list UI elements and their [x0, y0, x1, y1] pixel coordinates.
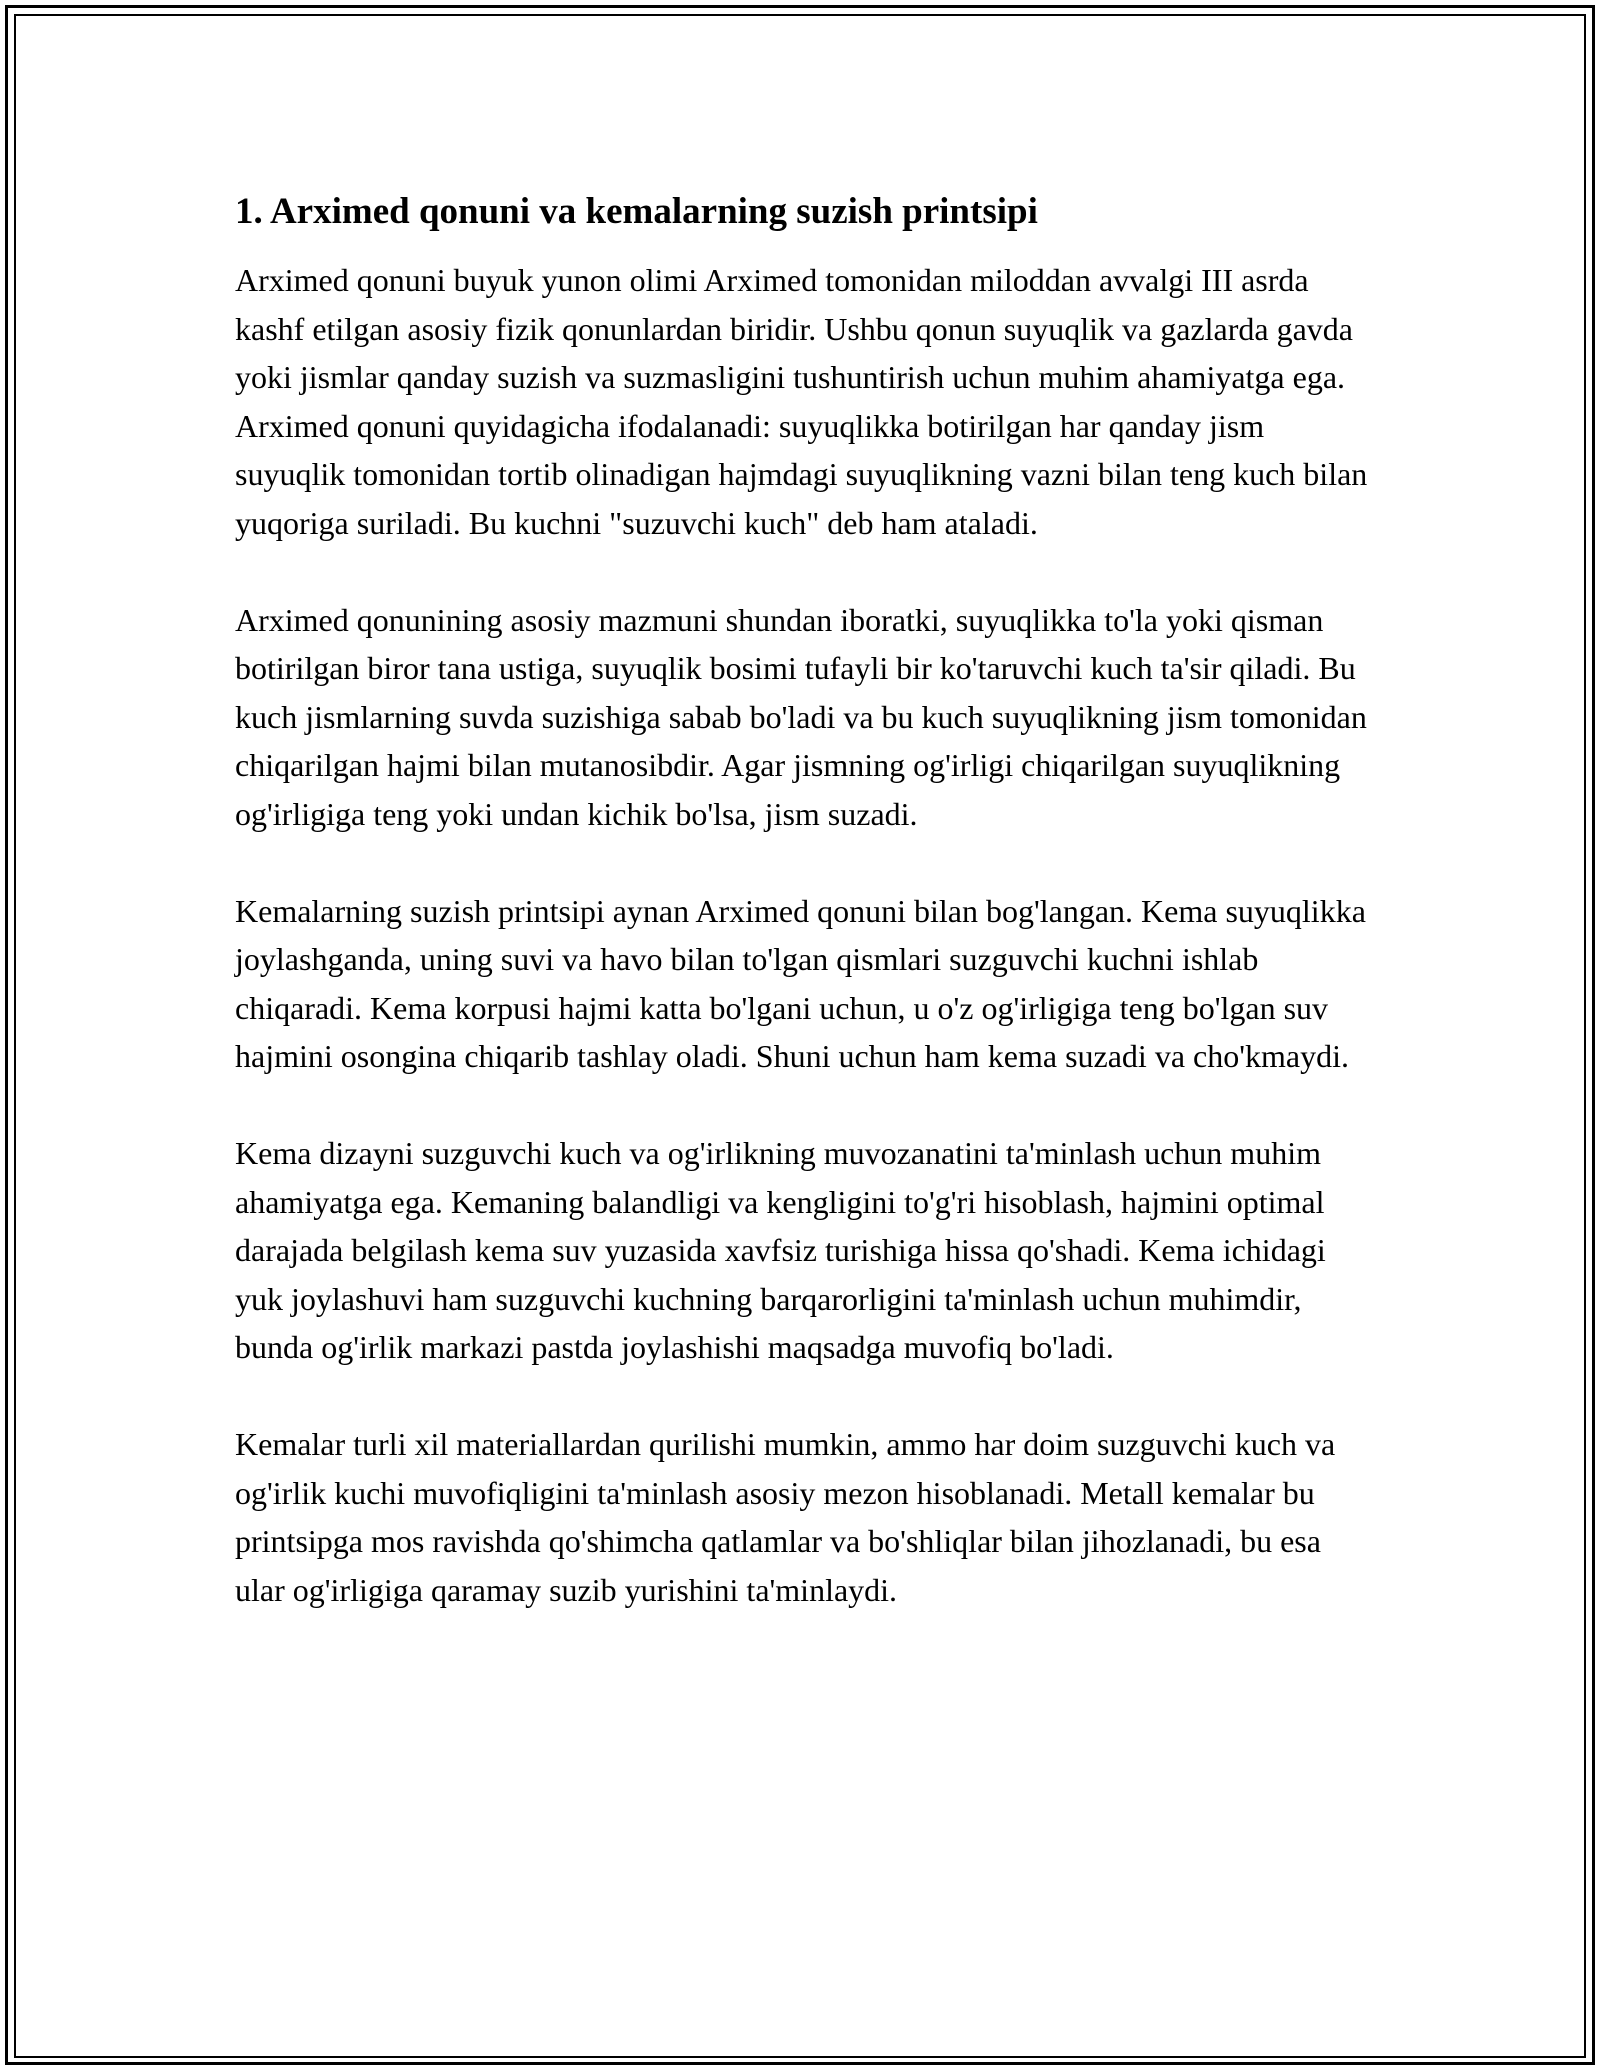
paragraph-4: Kema dizayni suzguvchi kuch va og'irlikning muvozanatini ta'minlash uchun muhim ahamiyatga ega. Kemaning balandligi va kengligini to'g'ri hisoblash, hajmini optimal darajada belgilash kema suv yuzasida xavfsiz turishiga hissa qo'shadi. Kema ichidagi yuk joylashuvi ham suzguvchi kuchning barqarorligini ta'minlash uchun muhimdir, bunda og'irlik markazi pastda joylashishi maqsadga muvofiq bo'ladi. [235, 1135, 1326, 1365]
section-heading: 1. Arximed qonuni va kemalarning suzish printsipi [235, 191, 1038, 232]
document-body [235, 178, 1375, 1663]
paragraph-5: Kemalar turli xil materiallardan qurilishi mumkin, ammo har doim suzguvchi kuch va og'irlik kuchi muvofiqligini ta'minlash asosiy mezon hisoblanadi. Metall kemalar bu printsipga mos ravishda qo'shimcha qatlamlar va bo'shliqlar bilan jihozlanadi, bu esa ular og'irligiga qaramay suzib yurishini ta'minlaydi. [235, 1426, 1336, 1608]
paragraph-1: Arximed qonuni buyuk yunon olimi Arximed tomonidan miloddan avvalgi III asrda kashf etilgan asosiy fizik qonunlardan biridir. Ushbu qonun suyuqlik va gazlarda gavda yoki jismlar qanday suzish va suzmasligini tushuntirish uchun muhim ahamiyatga ega. Arximed qonuni quyidagicha ifodalanadi: suyuqlikka botirilgan har qanday jism suyuqlik tomonidan tortib olinadigan hajmdagi suyuqlikning vazni bilan teng kuch bilan yuqoriga suriladi. Bu kuchni "suzuvchi kuch" deb ham ataladi. [235, 262, 1368, 541]
paragraph-2: Arximed qonunining asosiy mazmuni shundan iboratki, suyuqlikka to'la yoki qisman botirilgan biror tana ustiga, suyuqlik bosimi tufayli bir ko'taruvchi kuch ta'sir qiladi. Bu kuch jismlarning suvda suzishiga sabab bo'ladi va bu kuch suyuqlikning jism tomonidan chiqarilgan hajmi bilan mutanosibdir. Agar jismning og'irligi chiqarilgan suyuqlikning og'irligiga teng yoki undan kichik bo'lsa, jism suzadi. [235, 601, 1367, 832]
paragraph-3: Kemalarning suzish printsipi aynan Arximed qonuni bilan bog'langan. Kema suyuqlikka joylashganda, uning suvi va havo bilan to'lgan qismlari suzguvchi kuchni ishlab chiqaradi. Kema korpusi hajmi katta bo'lgani uchun, u o'z og'irligiga teng bo'lgan suv hajmini osongina chiqarib tashlay oladi. Shuni uchun ham kema suzadi va cho'kmaydi. [235, 892, 1366, 1074]
